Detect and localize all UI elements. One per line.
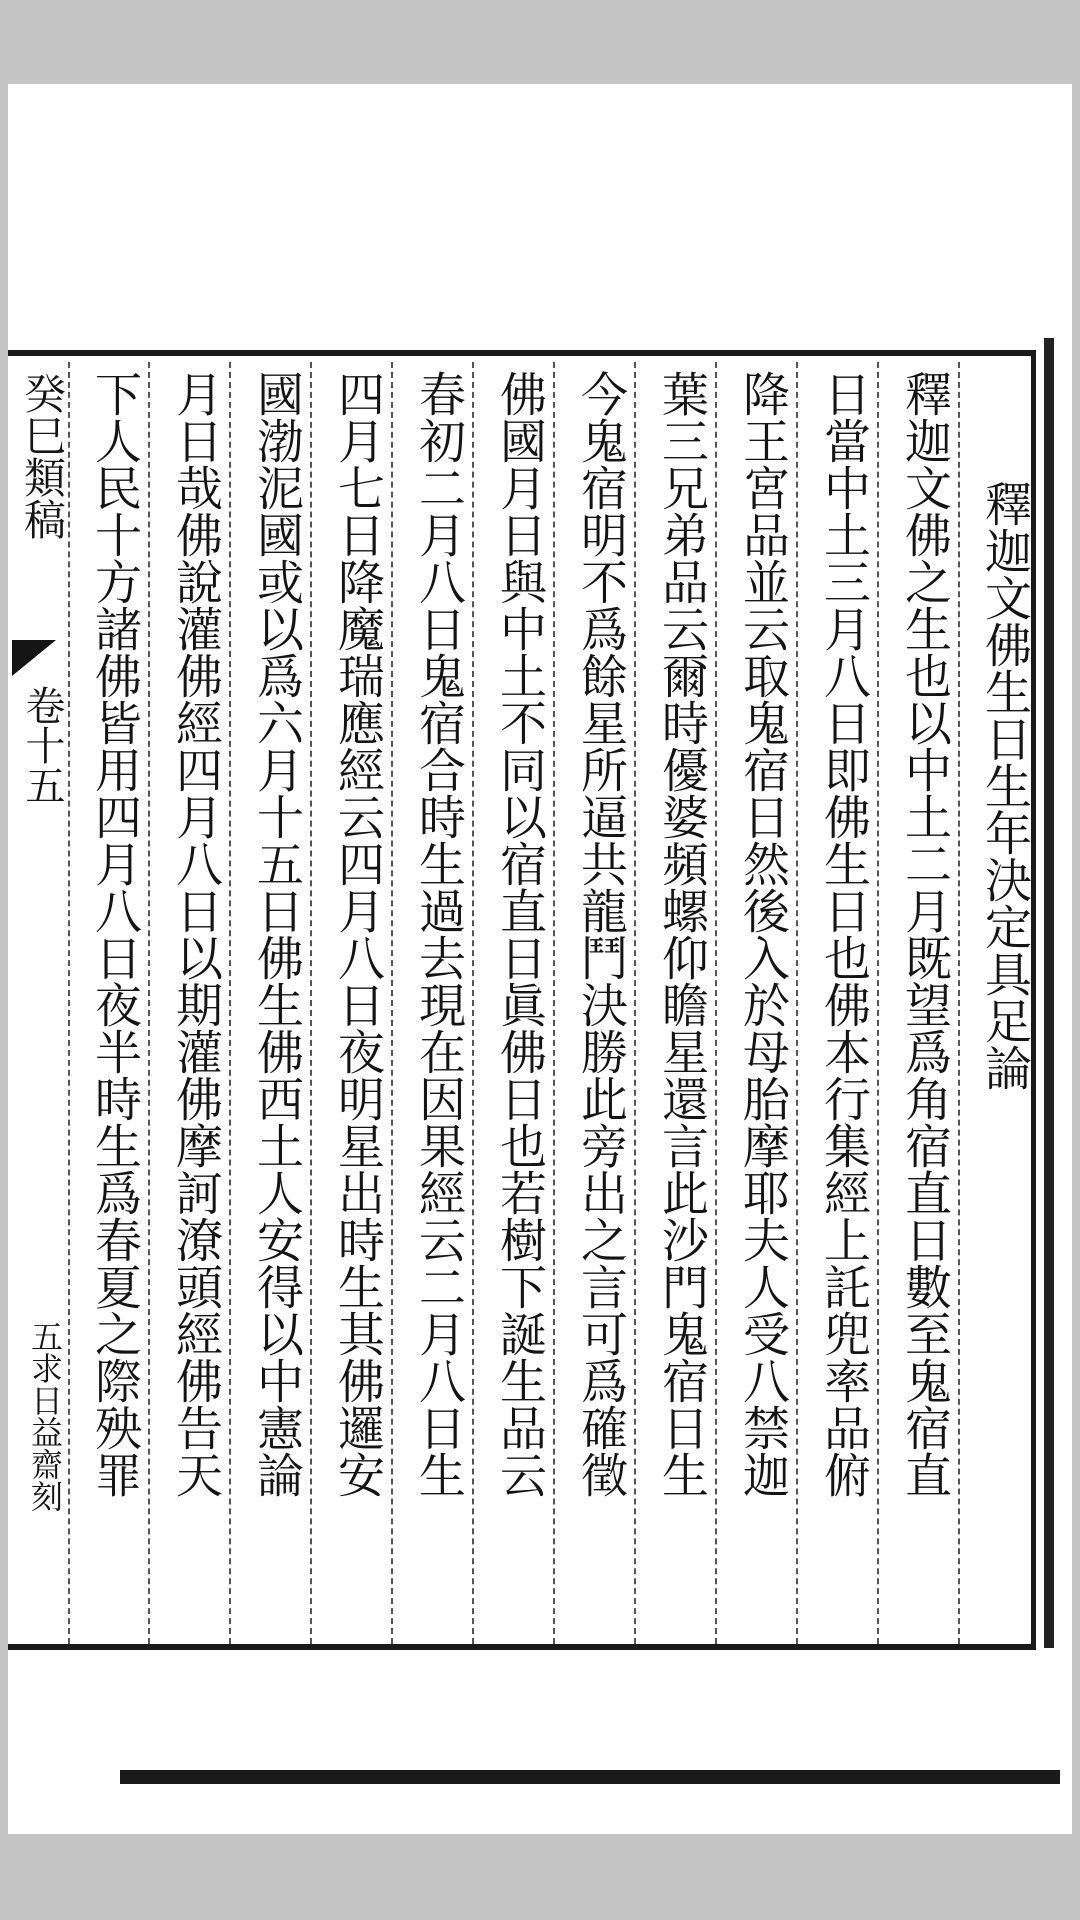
text-column-6: 佛國月日與中土不同以宿直日眞佛日也若樹下誕生品云 <box>492 370 547 1498</box>
text-column-5: 今鬼宿明不爲餘星所逼共龍鬥決勝此旁出之言可爲確徵 <box>573 370 628 1498</box>
text-column-4: 葉三兄弟品云爾時優婆頻螺仰瞻星還言此沙門鬼宿日生 <box>654 370 709 1498</box>
page-bottom-edge <box>120 1770 1060 1784</box>
text-column-11: 下人民十方諸佛皆用四月八日夜半時生爲春夏之際殃罪 <box>87 370 142 1498</box>
publisher-imprint: 五求日益齋刻 <box>26 1320 64 1512</box>
fish-tail-mark <box>12 640 56 676</box>
column-rule <box>68 362 70 1644</box>
text-column-3: 降王宮品並云取鬼宿日然後入於母胎摩耶夫人受八禁迦 <box>735 370 790 1498</box>
block-right-edge <box>1044 338 1054 1648</box>
text-column-1: 釋迦文佛之生也以中土二月既望爲角宿直日數至鬼宿直 <box>897 370 952 1498</box>
section-heading: 釋迦文佛生日生年決定具足論 <box>977 480 1032 1091</box>
text-column-10: 月日哉佛說灌佛經四月八日以期灌佛摩訶潦頭經佛告天 <box>168 370 223 1498</box>
text-column-8: 四月七日降魔瑞應經云四月八日夜明星出時生其佛邏安 <box>330 370 385 1498</box>
text-column-7: 春初二月八日鬼宿合時生過去現在因果經云二月八日生 <box>411 370 466 1498</box>
text-column-9: 國渤泥國或以爲六月十五日佛生佛西土人安得以中憲論 <box>249 370 304 1498</box>
volume-number: 卷十五 <box>19 685 65 805</box>
book-title: 癸巳類稿 <box>18 372 67 540</box>
text-column-2: 日當中土三月八日即佛生日也佛本行集經上託兜率品俯 <box>816 370 871 1498</box>
